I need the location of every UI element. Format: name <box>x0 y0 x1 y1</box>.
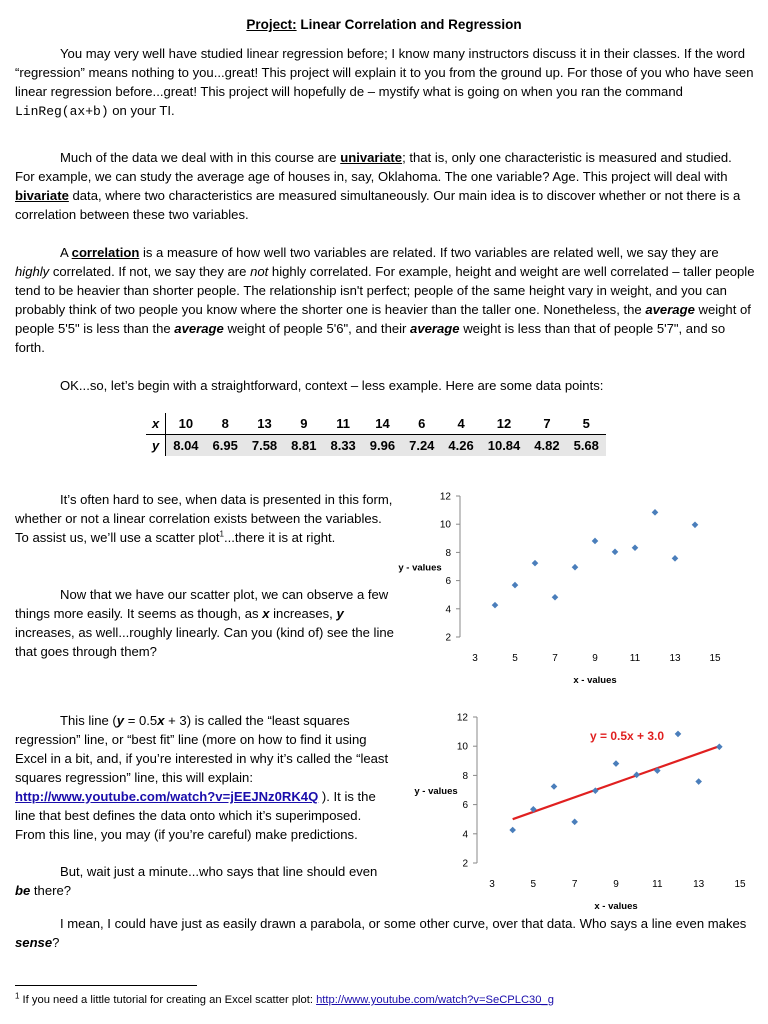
em-be: be <box>15 883 31 898</box>
footnote-text: If you need a little tutorial for creating an Excel scatter plot: <box>19 994 317 1006</box>
youtube-link[interactable]: http://www.youtube.com/watch?v=jEEJNz0RK4Q <box>15 789 319 804</box>
title-label: Project: <box>246 17 297 32</box>
x-tick-label: 5 <box>512 653 518 664</box>
var-x: x <box>262 606 270 621</box>
p5-text-end: ...there it is at right. <box>223 530 336 545</box>
y-tick-label: 10 <box>439 519 451 531</box>
x-axis-title: x - values <box>573 675 617 686</box>
y-cell: 4.82 <box>527 435 566 457</box>
p1-text: You may very well have studied linear regression before; I know many instructors discuss it in their classes. If the word “regression” means nothing to you...great! This project will explain it to you from the ground up. For those of you who have seen linear regression before...great! This project will hopefully de – mystify what is going on when you ran the command <box>15 46 754 99</box>
footnote-ref: 1 <box>219 529 224 539</box>
scatter-intro-paragraph <box>15 490 395 547</box>
y-cell: 4.26 <box>441 435 480 457</box>
y-cell: 7.58 <box>245 435 284 457</box>
y-cell: 8.81 <box>284 435 323 457</box>
data-point <box>551 783 558 790</box>
x-cell: 4 <box>441 413 480 435</box>
data-point <box>592 538 599 545</box>
y-axis-title: y - values <box>398 562 442 574</box>
data-point <box>716 743 723 750</box>
x-tick-label: 7 <box>552 653 558 664</box>
x-tick-label: 13 <box>669 653 681 664</box>
em-highly: highly <box>15 264 50 279</box>
x-header: x <box>146 413 166 435</box>
x-tick-label: 11 <box>629 653 641 664</box>
term-univariate: univariate <box>340 150 403 165</box>
p9-text-end: ? <box>52 935 60 950</box>
x-tick-label: 9 <box>592 653 598 664</box>
p2-text: Much of the data we deal with in this course are <box>60 150 341 165</box>
linreg-command: LinReg(ax+b) <box>15 104 109 119</box>
x-cell: 12 <box>481 413 528 435</box>
y-tick-label: 2 <box>462 858 468 870</box>
intro-paragraph <box>15 44 755 121</box>
p8-text-end: there? <box>30 883 72 898</box>
y-tick-label: 12 <box>456 712 468 724</box>
data-point <box>509 827 516 834</box>
observation-paragraph <box>15 585 395 661</box>
x-tick-label: 5 <box>530 879 537 890</box>
data-point <box>613 760 620 767</box>
y-tick-label: 6 <box>445 576 451 588</box>
x-tick-label: 15 <box>709 653 721 664</box>
x-tick-label: 7 <box>571 879 578 890</box>
p5-text: It’s often hard to see, when data is presented in this form, whether or not a linear correlation exists between the variables. To assist us, we’ll use a scatter plot <box>15 492 393 545</box>
y-tick-label: 8 <box>462 770 468 782</box>
y-tick-label: 12 <box>439 491 451 503</box>
scatter-plot <box>390 485 735 690</box>
p3-text-3: correlated. If not, we say they are <box>49 264 251 279</box>
y-cell: 8.33 <box>323 435 362 457</box>
p6-text: Now that we have our scatter plot, we can observe a few things more easily. It seems as though, as <box>15 587 389 621</box>
p9-text: I mean, I could have just as easily drawn a parabola, or some other curve, over that data. Who says a line even makes <box>60 916 747 931</box>
y-tick-label: 6 <box>462 800 468 812</box>
data-point <box>512 582 519 589</box>
x-cell: 8 <box>206 413 245 435</box>
data-point <box>552 594 559 601</box>
footnote-divider <box>15 985 197 986</box>
data-point <box>672 555 679 562</box>
correlation-paragraph <box>15 243 755 357</box>
p3-text-2: is a measure of how well two variables are related. If two variables are related well, we say they are <box>139 245 719 260</box>
p1-text-end: on your TI. <box>108 103 175 118</box>
y-cell: 8.04 <box>166 435 206 457</box>
x-cell: 13 <box>245 413 284 435</box>
p7-text-2: = 0.5 <box>124 713 158 728</box>
data-point <box>532 560 539 567</box>
term-correlation: correlation <box>71 245 140 260</box>
regression-plot <box>405 705 760 920</box>
footnote-link[interactable]: http://www.youtube.com/watch?v=SeCPLC30_g <box>316 994 554 1006</box>
p8-text: But, wait just a minute...who says that line should even <box>60 864 378 879</box>
data-table <box>146 413 606 456</box>
x-tick-label: 15 <box>734 879 746 890</box>
p2-text-mid: ; that is, only one characteristic is measured and studied. For example, we can study the average age of houses in, say, Oklahoma. The one variable? Age. This project will deal with <box>15 150 732 184</box>
p6-text-3: increases, as well...roughly linearly. Can you (kind of) see the line that goes through them? <box>15 625 394 659</box>
y-cell: 5.68 <box>567 435 606 457</box>
p7-text: This line ( <box>60 713 117 728</box>
y-cell: 6.95 <box>206 435 245 457</box>
x-tick-label: 13 <box>693 879 705 890</box>
data-point <box>612 549 619 556</box>
y-row <box>146 435 606 457</box>
x-cell: 7 <box>527 413 566 435</box>
data-point <box>571 819 578 826</box>
y-header: y <box>146 435 166 457</box>
data-point <box>695 778 702 785</box>
p6-text-2: increases, <box>269 606 337 621</box>
x-cell: 10 <box>166 413 206 435</box>
trendline <box>513 746 720 819</box>
question-paragraph <box>15 862 395 900</box>
em-average-2: average <box>174 321 224 336</box>
x-tick-label: 3 <box>472 653 478 664</box>
y-tick-label: 4 <box>462 829 468 841</box>
data-point <box>572 564 579 571</box>
p3-text-4: highly correlated. For example, height and weight are well correlated – taller people tend to be heavier than shorter people. The relationship isn't perfect; people of the same height vary in weight, and you can probably think of two people you know where the shorter one is heavier than the taller one. Nonetheless, the <box>15 264 755 317</box>
x-cell: 5 <box>567 413 606 435</box>
var-x: x <box>157 713 165 728</box>
y-tick-label: 2 <box>445 632 451 644</box>
x-axis-title: x - values <box>594 901 638 912</box>
p3-text-7: weight is less than that of people 5'7", and so forth. <box>15 321 726 355</box>
x-cell: 6 <box>402 413 441 435</box>
data-point <box>492 602 499 609</box>
y-cell: 9.96 <box>363 435 402 457</box>
var-y: y <box>116 713 125 728</box>
p7-text-3: + 3) is called the “least squares regression” line, or “best fit” line (more on how to find it using Excel in a bit, and, if you’re interested in why it’s called the “least squares regression” line, this will explain: <box>15 713 389 785</box>
x-cell: 11 <box>323 413 362 435</box>
data-point <box>692 521 699 528</box>
x-row <box>146 413 606 435</box>
footnote <box>15 991 554 1010</box>
y-cell: 10.84 <box>481 435 528 457</box>
em-not: not <box>250 264 269 279</box>
y-cell: 7.24 <box>402 435 441 457</box>
x-tick-label: 3 <box>489 879 495 890</box>
term-bivariate: bivariate <box>15 188 69 203</box>
p3-text-5: weight of people 5'5" is less than the <box>15 302 751 336</box>
p7-text-4: ). It is the line that best defines the data onto which it’s superimposed. From this line, you may (if you’re careful) make predictions. <box>15 789 376 842</box>
y-tick-label: 4 <box>445 604 451 616</box>
data-point <box>675 731 682 738</box>
y-tick-label: 10 <box>456 741 468 753</box>
data-point <box>632 544 639 551</box>
univariate-paragraph <box>15 148 755 224</box>
regression-line-paragraph <box>15 711 395 844</box>
em-average-1: average <box>645 302 695 317</box>
trendline-equation: y = 0.5x + 3.0 <box>589 729 665 743</box>
y-tick-label: 8 <box>445 547 451 559</box>
p3-text-6: weight of people 5'6", and their <box>223 321 411 336</box>
x-cell: 14 <box>363 413 402 435</box>
page-title <box>0 15 768 34</box>
em-sense: sense <box>15 935 53 950</box>
example-intro-paragraph: OK...so, let’s begin with a straightforward, context – less example. Here are some data points: <box>60 378 604 393</box>
x-tick-label: 11 <box>652 879 663 890</box>
y-axis-title: y - values <box>414 786 458 797</box>
p3-text: A <box>60 245 72 260</box>
title-text: Linear Correlation and Regression <box>300 17 522 32</box>
data-point <box>652 509 659 516</box>
x-tick-label: 9 <box>613 879 619 890</box>
em-average-3: average <box>410 321 460 336</box>
p2-text-end: data, where two characteristics are measured simultaneously. Our main idea is to discover whether or not there is a correlation between these two variables. <box>15 188 741 222</box>
footnote-number: 1 <box>15 991 20 1001</box>
x-cell: 9 <box>284 413 323 435</box>
var-y: y <box>336 606 344 621</box>
